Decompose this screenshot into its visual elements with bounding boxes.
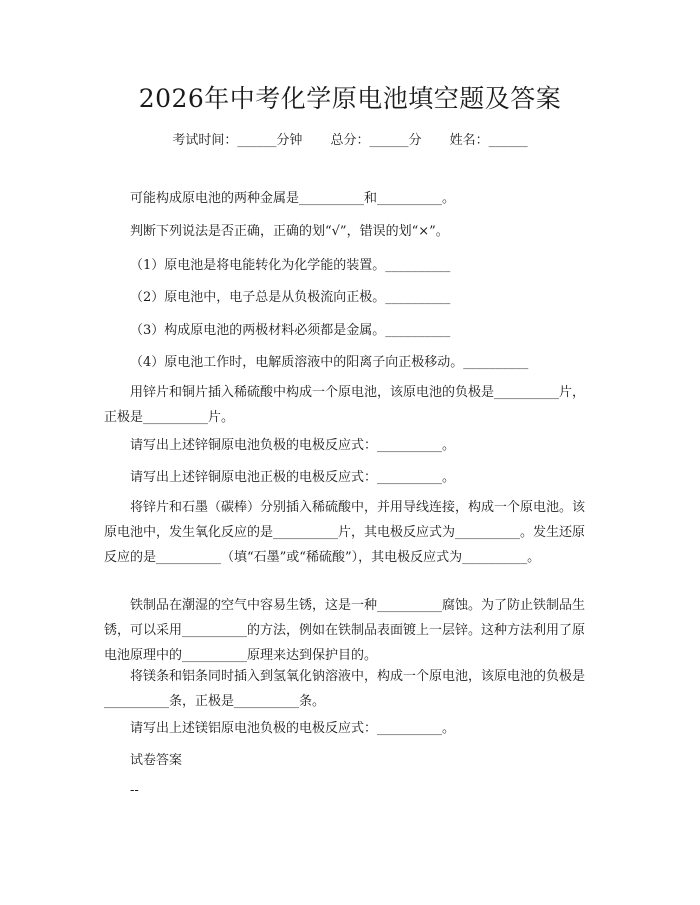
question-8: 将镁条和铝条同时插入到氢氧化钠溶液中，构成一个原电池，该原电池的负极是__________条，正极是__________条。 [104, 669, 586, 709]
question-2-item-1: （1）原电池是将电能转化为化学能的装置。__________ [130, 258, 451, 273]
page-title: 2026年中考化学原电池填空题及答案 [138, 84, 562, 113]
question-2-item-3: （3）构成原电池的两极材料必须都是金属。__________ [130, 323, 451, 338]
question-2-stem: 判断下列说法是否正确，正确的划“√”，错误的划“×”。 [130, 224, 449, 239]
total-score-field: 总分：______分 [330, 133, 422, 148]
question-2-item-2: （2）原电池中，电子总是从负极流向正极。__________ [130, 290, 451, 305]
question-2-item-4: （4）原电池工作时，电解质溶液中的阳离子向正极移动。__________ [130, 355, 529, 370]
question-9: 请写出上述镁铝原电池负极的电极反应式：__________。 [130, 721, 456, 736]
question-6: 将锌片和石墨（碳棒）分别插入稀硫酸中，并用导线连接，构成一个原电池。该原电池中，发生氧化反应的是__________片，其电极反应式为__________。发生还原反应的是__________（填“石墨”或“稀硫酸”），其电极反应式为__________。 [104, 500, 586, 565]
question-7: 铁制品在潮湿的空气中容易生锈，这是一种__________腐蚀。为了防止铁制品生锈，可以采用__________的方法，例如在铁制品表面镀上一层锌。这种方法利用了原电池原理中的__________原理来达到保护目的。 [104, 598, 586, 663]
exam-meta [0, 131, 700, 151]
answers-placeholder: -- [130, 783, 139, 798]
answers-heading: 试卷答案 [130, 753, 183, 768]
student-name-field: 姓名：______ [449, 133, 528, 148]
question-4: 请写出上述锌铜原电池负极的电极反应式：__________。 [130, 438, 456, 453]
question-3: 用锌片和铜片插入稀硫酸中构成一个原电池，该原电池的负极是__________片，正极是__________片。 [104, 385, 586, 425]
exam-time-field: 考试时间：______分钟 [172, 133, 303, 148]
question-1: 可能构成原电池的两种金属是__________和__________。 [130, 191, 456, 206]
question-5: 请写出上述锌铜原电池正极的电极反应式：__________。 [130, 470, 456, 485]
